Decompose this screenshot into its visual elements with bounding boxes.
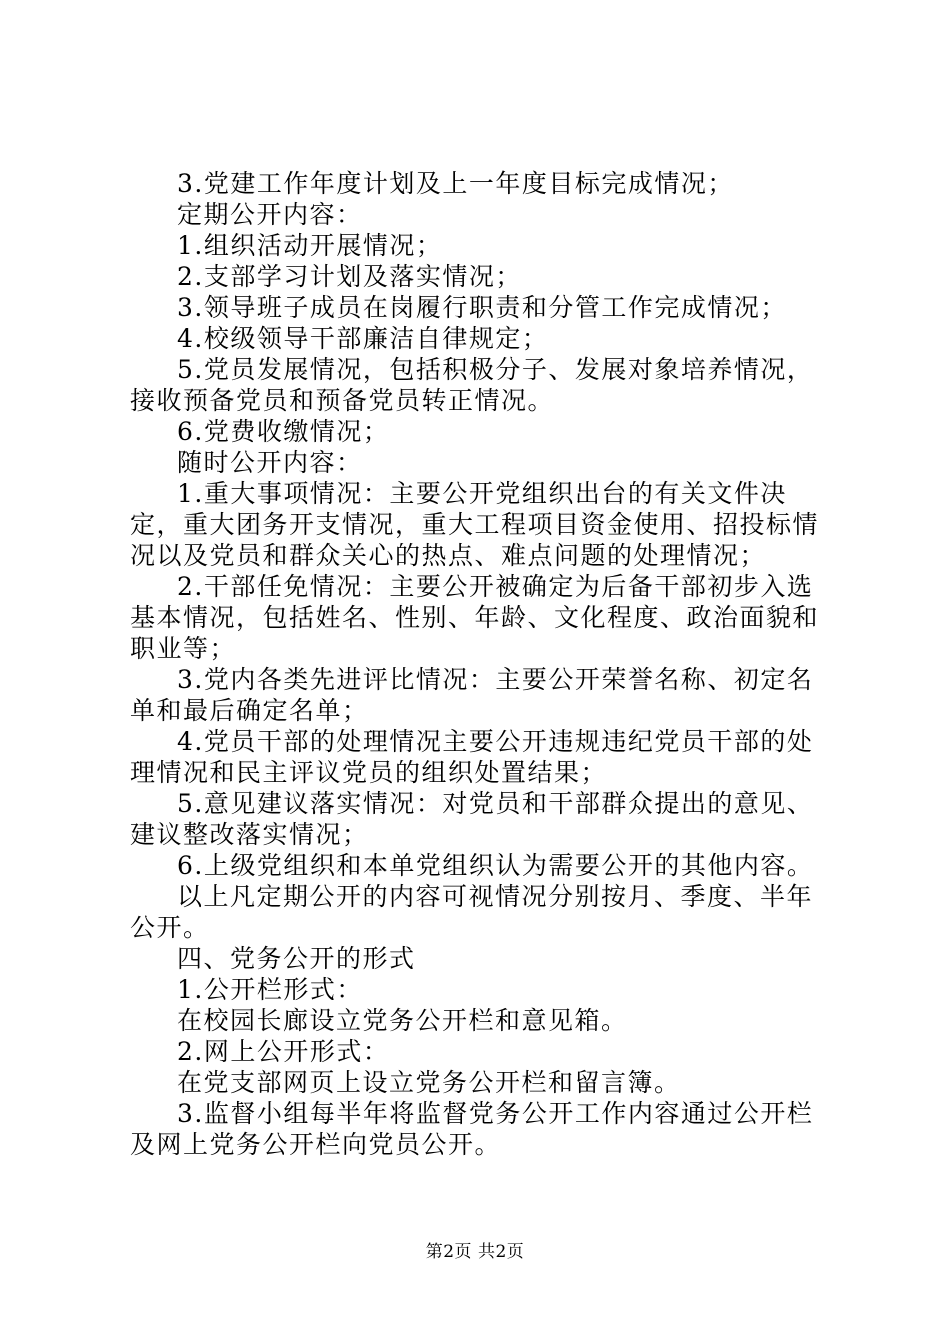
paragraph: 1.组织活动开展情况； (177, 231, 443, 260)
paragraph: 2.网上公开形式： (177, 1037, 390, 1066)
page-footer: 第2页 共2页 (425, 1242, 525, 1262)
paragraph: 以上凡定期公开的内容可视情况分别按月、季度、半年公开。 (130, 882, 814, 942)
paragraph: 6.党费收缴情况； (177, 417, 390, 446)
paragraph: 在党支部网页上设立党务公开栏和留言簿。 (177, 1068, 681, 1097)
paragraph: 1.重大事项情况：主要公开党组织出台的有关文件决定，重大团务开支情况，重大工程项目资金使用、招投标情况以及党员和群众关心的热点、难点问题的处理情况； (130, 479, 820, 570)
paragraph: 1.公开栏形式： (177, 975, 363, 1004)
paragraph: 4.校级领导干部廉洁自律规定； (177, 324, 549, 353)
paragraph: 2.支部学习计划及落实情况； (177, 262, 522, 291)
paragraph: 6.上级党组织和本单党组织认为需要公开的其他内容。 (177, 851, 814, 880)
paragraph: 3.监督小组每半年将监督党务公开工作内容通过公开栏及网上党务公开栏向党员公开。 (130, 1099, 814, 1159)
paragraph: 2.干部任免情况：主要公开被确定为后备干部初步入选基本情况，包括姓名、性别、年龄、文化程度、政治面貌和职业等； (130, 572, 820, 663)
paragraph: 3.党建工作年度计划及上一年度目标完成情况； (177, 169, 734, 198)
paragraph: 3.领导班子成员在岗履行职责和分管工作完成情况； (177, 293, 787, 322)
document-body (130, 168, 834, 1160)
paragraph: 随时公开内容： (177, 448, 363, 477)
paragraph: 4.党员干部的处理情况主要公开违规违纪党员干部的处理情况和民主评议党员的组织处置结果； (130, 727, 814, 787)
paragraph: 定期公开内容： (177, 200, 363, 229)
paragraph: 5.意见建议落实情况：对党员和干部群众提出的意见、建议整改落实情况； (130, 789, 814, 849)
paragraph: 5.党员发展情况，包括积极分子、发展对象培养情况，接收预备党员和预备党员转正情况。 (130, 355, 814, 415)
section-heading: 四、党务公开的形式 (177, 944, 416, 973)
paragraph: 在校园长廊设立党务公开栏和意见箱。 (177, 1006, 628, 1035)
paragraph: 3.党内各类先进评比情况：主要公开荣誉名称、初定名单和最后确定名单； (130, 665, 814, 725)
